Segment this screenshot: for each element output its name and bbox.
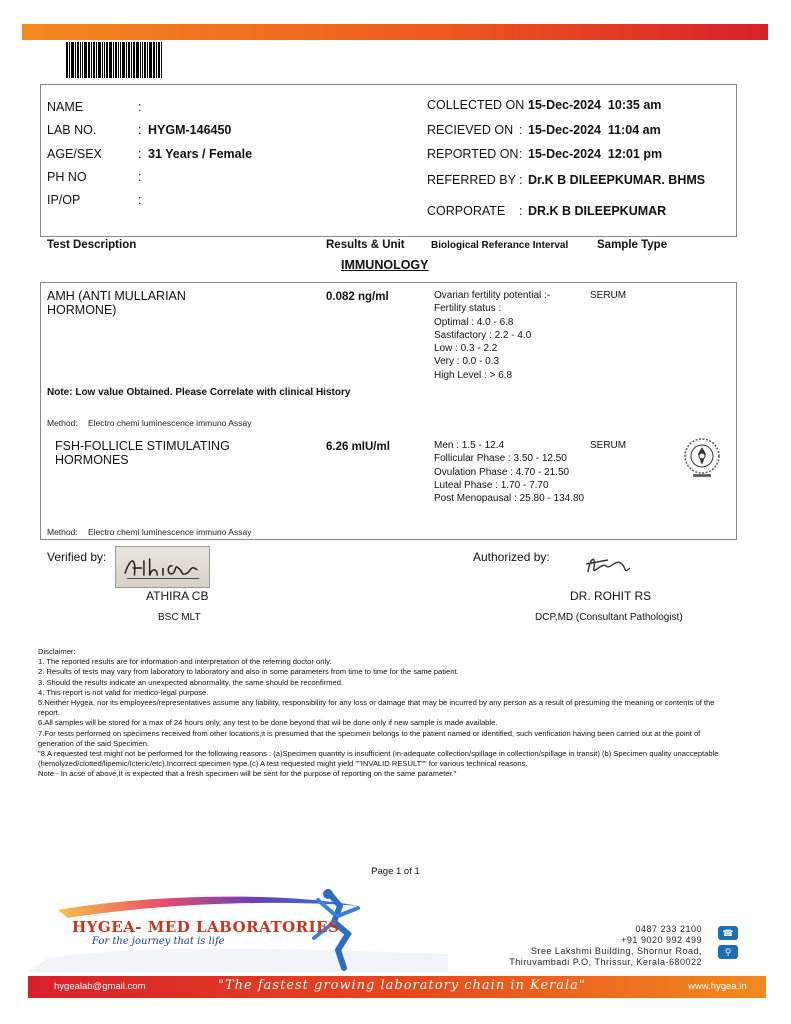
method-label: Method: [47,527,78,537]
reported-value: 15-Dec-2024 12:01 pm [528,147,663,161]
labno-value: HYGM-146450 [148,123,232,137]
received-label: RECIEVED ON [427,123,514,137]
authorized-qualification: DCP,MD (Consultant Pathologist) [535,612,683,623]
disclaimer-line: 4. This report is not valid for medico-legal purpose. [38,687,209,697]
phno-label: PH NO [47,170,87,184]
header-accent-bar [22,24,768,40]
corporate-value: DR.K B DILEEPKUMAR [528,204,667,218]
method-value: Electro chemi luminescence immuno Assay [88,527,252,537]
brand-tagline: For the journey that is life [92,936,225,947]
authorized-name: DR. ROHIT RS [570,589,652,603]
reference-line: Ovarian fertility potential :- [434,290,551,301]
reference-line: Very : 0.0 - 0.3 [434,356,500,368]
reference-line: Luteal Phase : 1.70 - 7.70 [434,479,549,491]
contact-block [440,924,702,968]
disclaimer-line: 6.All samples will be stored for a max of 24 hours only, any test to be done beyond that wil be done only if new sample is made available. [38,718,498,728]
phone-1: 0487 233 2100 [635,924,702,934]
header-bio-ref: Biological Referance Interval [431,240,569,251]
received-colon: : [519,123,523,137]
corporate-label: CORPORATE [427,204,506,218]
corporate-colon: : [519,204,523,218]
footer-slogan: "The fastest growing laboratory chain in Kerala" [218,978,586,993]
agesex-label: AGE/SEX [47,147,102,161]
reported-label: REPORTED ON [427,147,519,161]
collected-value: 15-Dec-2024 10:35 am [528,98,662,112]
reference-line: Low : 0.3 - 2.2 [434,343,498,355]
ipop-label: IP/OP [47,193,81,207]
reference-line: Men : 1.5 - 12.4 [434,440,505,451]
results-box [40,282,737,540]
header-results-unit: Results & Unit [326,239,405,251]
referred-value: Dr.K B DILEEPKUMAR. BHMS [528,173,706,187]
reference-line: High Level : > 6.8 [434,369,513,381]
phone-icon: ☎ [718,926,738,940]
labno-label: LAB NO. [47,123,97,137]
method-value: Electro chemi luminescence immuno Assay [88,418,252,428]
sample-type: SERUM [590,440,627,451]
referred-label: REFERRED BY [427,173,516,187]
disclaimer-line: Disclaimer: [38,647,76,656]
disclaimer-line: "8.A requested test might not be performed for the following reasons : (a)Specimen quantity is insufficient (in-adequate collection/spillage in collection/spillage in transit) (b) Specimen quality unacceptable (hemolyzed/clotted/lipemic/Icteric/etc).Incorrect specimen type.(c) A test requested might yield ""INVALID RESULT"" for various technical reasons. [38,749,719,769]
authorized-signature-icon [578,546,658,584]
address-line-1: Sree Lakshmi Building, Shornur Road, [530,946,702,956]
disclaimer-line: 3. Should the results indicate an unexpected abnormality, the same should be reconfirmed. [38,677,344,687]
verified-name: ATHIRA CB [146,589,209,603]
result-note: Note: Low value Obtained. Please Correlate with clinical History [47,387,351,398]
test-name: FSH-FOLLICLE STIMULATING HORMONES [55,439,230,467]
sample-type: SERUM [590,290,627,301]
phno-colon: : [138,170,142,184]
location-pin-icon: ⚲ [718,945,738,959]
ipop-colon: : [138,193,142,207]
phone-2: +91 9020 992 499 [621,935,702,945]
reference-line: Fertility status : [434,303,502,315]
footer-bar [28,976,766,998]
verified-label: Verified by: [47,550,107,564]
header-test-description: Test Description [47,239,137,251]
verified-qualification: BSC MLT [158,612,201,623]
reference-line: Optimal : 4.0 - 6.8 [434,316,514,328]
test-result: 6.26 mIU/ml [326,441,390,453]
disclaimer-line: 7.For tests performed on specimens received from other locations,it is presumed that the specimen belongs to the patient named or identified, such verification having been carried out at the point of generation of the said Specimen. [38,728,701,748]
agesex-value: 31 Years / Female [148,147,253,161]
barcode-icon [66,42,178,78]
test-name: AMH (ANTI MULLARIAN HORMONE) [47,289,186,317]
agesex-colon: : [138,147,142,161]
address-line-2: Thiruvambadi P.O, Thrissur, Kerala-680022 [509,957,702,967]
name-label: NAME [47,100,84,114]
reference-interval [434,289,594,382]
disclaimer [38,647,738,780]
authorized-label: Authorized by: [473,550,550,564]
disclaimer-line: 2. Results of tests may vary from laboratory to laboratory and also in some parameters from time to time for the same patient. [38,667,459,677]
brand-name: HYGEA- MED LABORATORIES [72,918,340,936]
page-number: Page 1 of 1 [371,866,420,877]
footer-email[interactable]: hygealab@gmail.com [54,981,146,992]
reference-interval [434,439,604,505]
section-title: IMMUNOLOGY [341,258,429,272]
certification-seal-icon [680,436,724,480]
reference-line: Sastifactory : 2.2 - 4.0 [434,329,532,341]
reference-line: Ovulation Phase : 4.70 - 21.50 [434,466,570,478]
name-colon: : [138,100,142,114]
referred-colon: : [519,173,523,187]
verified-signature-icon [115,546,210,588]
footer-website[interactable]: www.hygea.in [688,981,747,992]
method-label: Method: [47,418,78,428]
reference-line: Post Menopausal : 25.80 - 134.80 [434,493,585,505]
labno-colon: : [138,123,142,137]
collected-label: COLLECTED ON : [427,98,532,112]
test-result: 0.082 ng/ml [326,291,389,303]
received-value: 15-Dec-2024 11:04 am [528,123,661,137]
reference-line: Follicular Phase : 3.50 - 12.50 [434,453,567,465]
disclaimer-line: 5.Neither Hygea, nor its employees/representatives assume any liability, responsibility for any loss or damage that may be incurred by any person as a result of presuming the meaning or contents of the report. [38,698,715,718]
header-sample-type: Sample Type [597,239,668,251]
disclaimer-line: 1. The reported results are for information and interpretation of the referring doctor only. [38,657,332,667]
reported-colon: : [519,147,523,161]
disclaimer-line: Note - In acse of above,It is expected that a fresh specimen will be sent for the purpose of reporting on the same parameter." [38,769,457,779]
